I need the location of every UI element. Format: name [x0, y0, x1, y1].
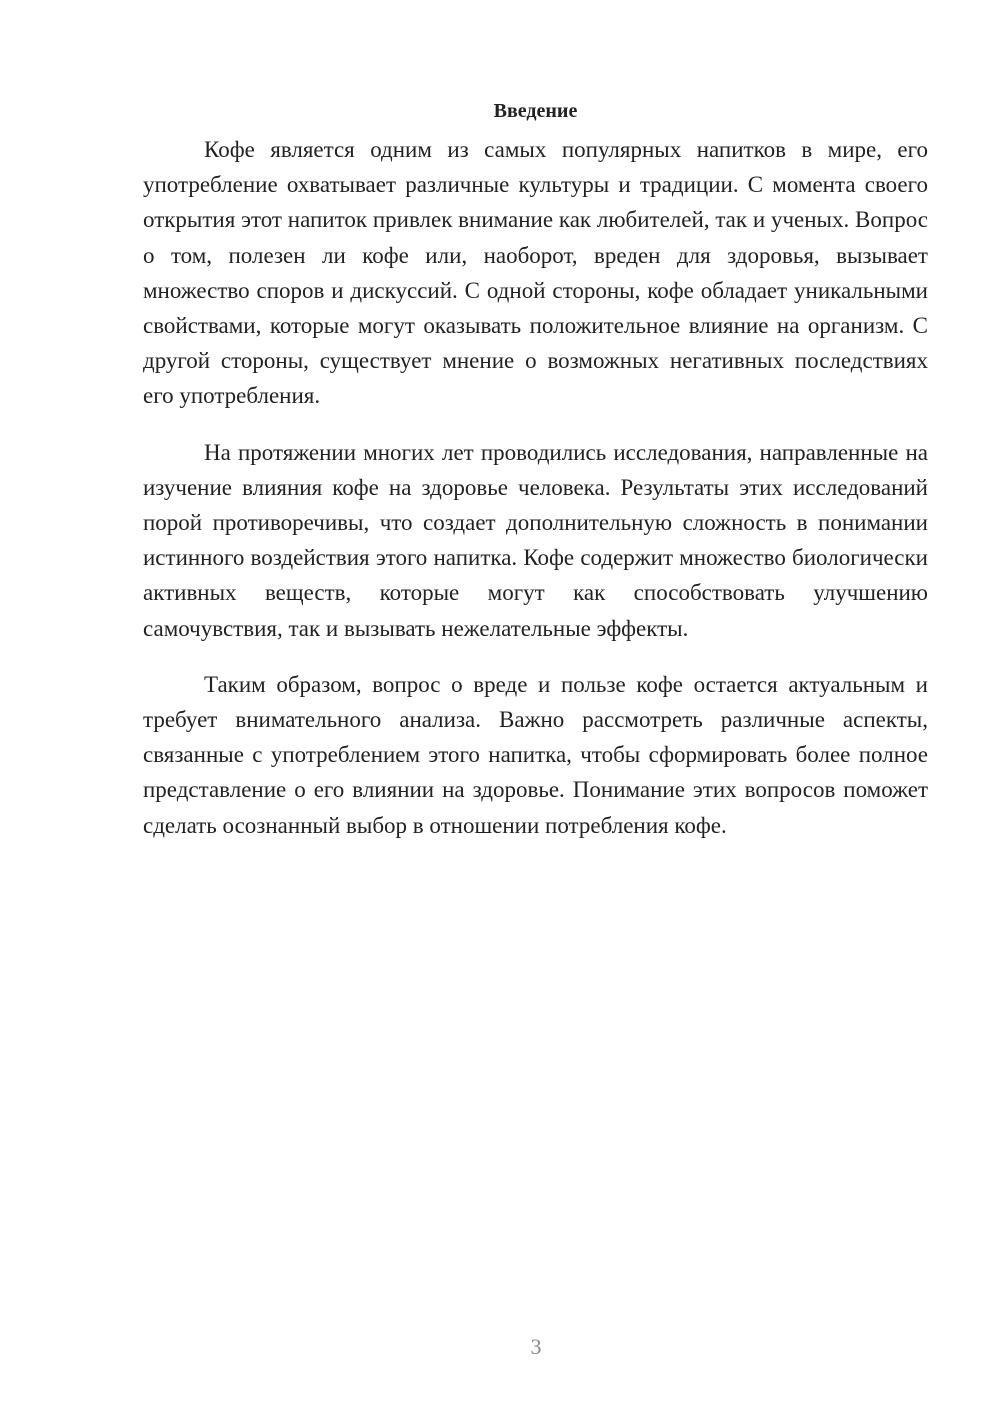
- document-body: [143, 98, 928, 864]
- paragraph-3: Таким образом, вопрос о вреде и пользе кофе остается актуальным и требует внимательного анализа. Важно рассмотреть различные аспекты, связанные с употреблением этого напитка, чтобы сформировать более полное представление о его влиянии на здоровье. Понимание этих вопросов поможет сделать осознанный выбор в отношении потребления кофе.: [143, 671, 928, 838]
- section-title: Введение: [493, 100, 578, 122]
- paragraph-2: На протяжении многих лет проводились исследования, направленные на изучение влияния кофе на здоровье человека. Результаты этих исследований порой противоречивы, что создает дополнительную сложность в понимании истинного воздействия этого напитка. Кофе содержит множество биологически активных веществ, которые могут как способствовать улучшению самочувствия, так и вызывать нежелательные эффекты.: [143, 439, 928, 641]
- paragraph-1: Кофе является одним из самых популярных напитков в мире, его употребление охватывает различные культуры и традиции. С момента своего открытия этот напиток привлек внимание как любителей, так и ученых. Вопрос о том, полезен ли кофе или, наоборот, вреден для здоровья, вызывает множество споров и дискуссий. С одной стороны, кофе обладает уникальными свойствами, которые могут оказывать положительное влияние на организм. С другой стороны, существует мнение о возможных негативных последствиях его употребления.: [143, 137, 928, 409]
- page-number: 3: [530, 1334, 542, 1359]
